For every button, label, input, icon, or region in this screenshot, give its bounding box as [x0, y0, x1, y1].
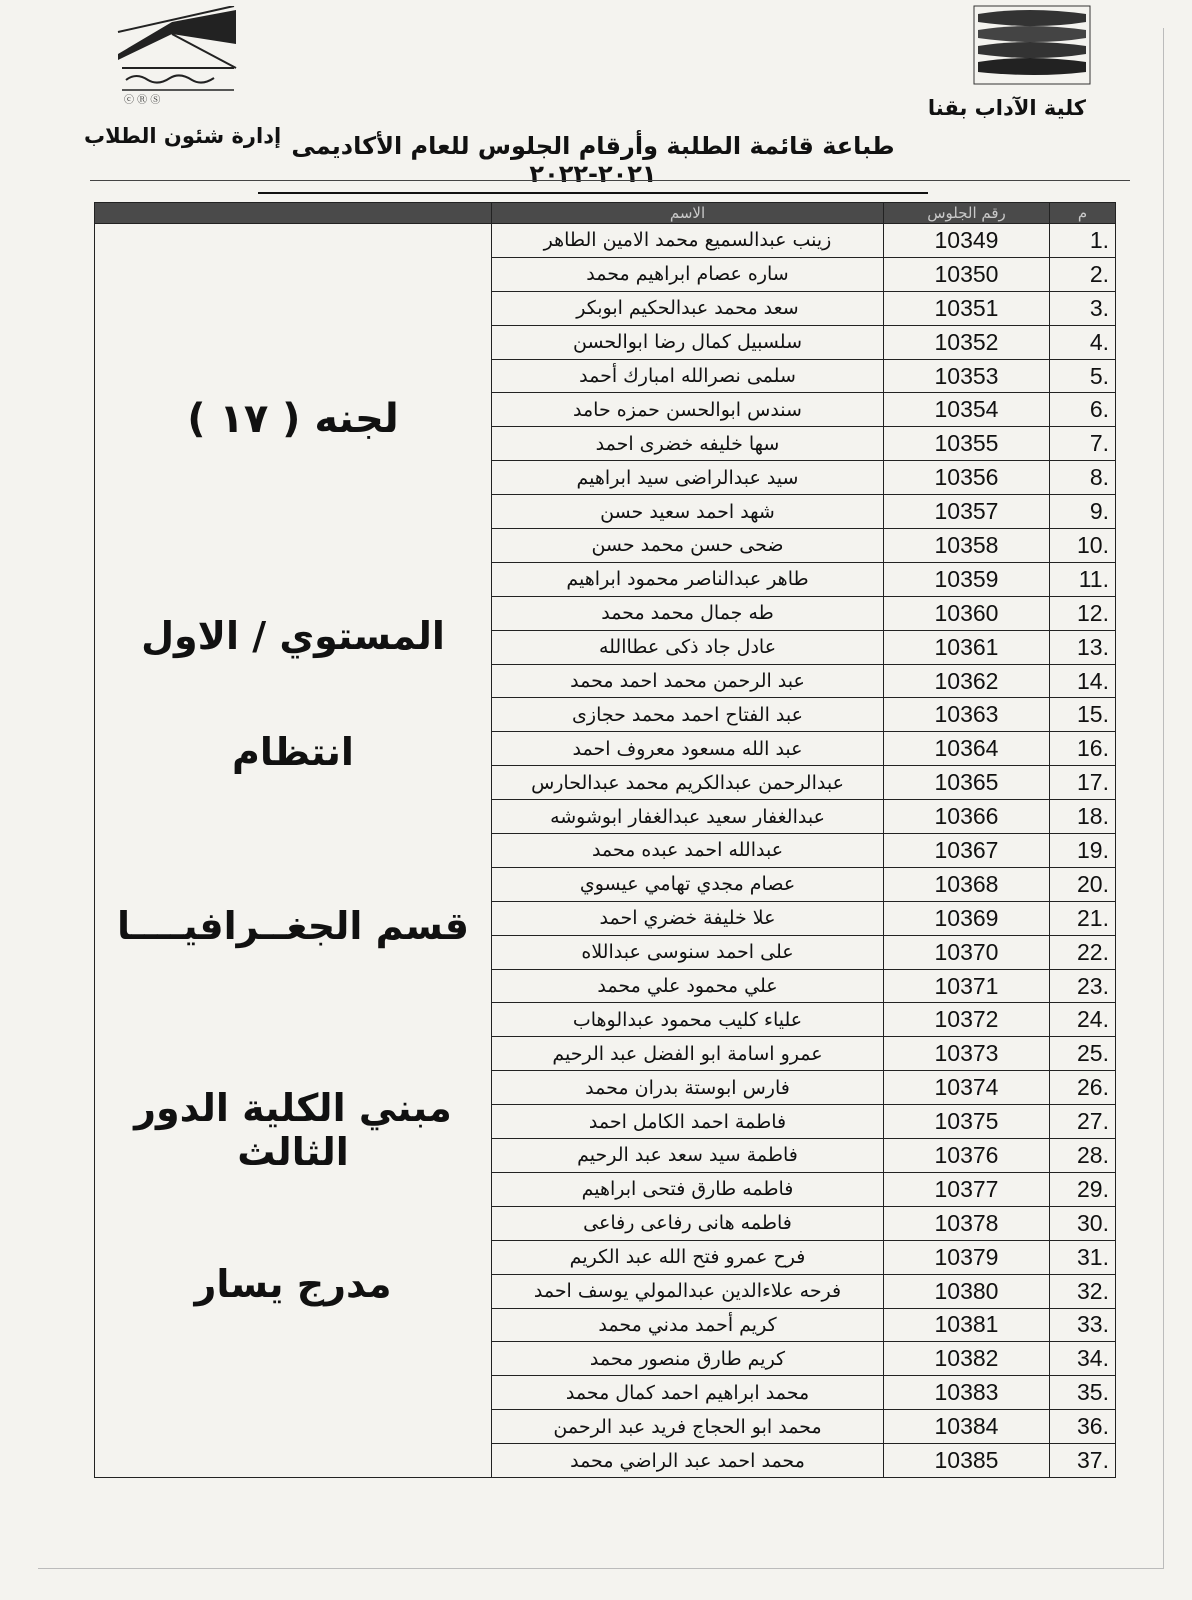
row-index: 29.	[1050, 1172, 1116, 1206]
student-name: محمد ابو الحجاج فريد عبد الرحمن	[492, 1410, 884, 1444]
seat-number: 10384	[884, 1410, 1050, 1444]
seat-number: 10381	[884, 1308, 1050, 1342]
seat-number: 10383	[884, 1376, 1050, 1410]
student-name: فاطمة سيد سعد عبد الرحيم	[492, 1139, 884, 1173]
student-name: عبدالغفار سعيد عبدالغفار ابوشوشه	[492, 800, 884, 834]
student-name: علا خليفة خضري احمد	[492, 901, 884, 935]
row-index: 37.	[1050, 1444, 1116, 1478]
seat-number: 10358	[884, 529, 1050, 563]
row-index: 34.	[1050, 1342, 1116, 1376]
row-index: 12.	[1050, 596, 1116, 630]
students-affairs-logo-icon	[112, 6, 242, 106]
seat-number: 10376	[884, 1139, 1050, 1173]
seat-number: 10382	[884, 1342, 1050, 1376]
seat-number: 10378	[884, 1206, 1050, 1240]
row-index: 15.	[1050, 698, 1116, 732]
row-index: 36.	[1050, 1410, 1116, 1444]
student-name: فاطمة احمد الكامل احمد	[492, 1105, 884, 1139]
seat-number: 10360	[884, 596, 1050, 630]
row-index: 18.	[1050, 800, 1116, 834]
seat-number: 10373	[884, 1037, 1050, 1071]
row-index: 25.	[1050, 1037, 1116, 1071]
row-index: 31.	[1050, 1240, 1116, 1274]
seat-number: 10355	[884, 427, 1050, 461]
enrollment-type: انتظام	[232, 730, 354, 774]
student-name: عادل جاد ذكى عطاالله	[492, 630, 884, 664]
seat-number: 10359	[884, 562, 1050, 596]
student-name: شهد احمد سعيد حسن	[492, 495, 884, 529]
row-index: 32.	[1050, 1274, 1116, 1308]
row-index: 20.	[1050, 867, 1116, 901]
student-name: طه جمال محمد محمد	[492, 596, 884, 630]
seat-number: 10374	[884, 1071, 1050, 1105]
row-index: 14.	[1050, 664, 1116, 698]
seat-number: 10353	[884, 359, 1050, 393]
row-index: 10.	[1050, 529, 1116, 563]
seat-number: 10375	[884, 1105, 1050, 1139]
seat-number: 10350	[884, 257, 1050, 291]
row-index: 5.	[1050, 359, 1116, 393]
student-name: سندس ابوالحسن حمزه حامد	[492, 393, 884, 427]
committee-info-cell	[95, 224, 492, 1478]
student-name: ساره عصام ابراهيم محمد	[492, 257, 884, 291]
student-name: محمد ابراهيم احمد كمال محمد	[492, 1376, 884, 1410]
row-index: 22.	[1050, 935, 1116, 969]
student-name: فارس ابوستة بدران محمد	[492, 1071, 884, 1105]
table-header-row	[95, 203, 1116, 224]
row-index: 11.	[1050, 562, 1116, 596]
seat-number: 10365	[884, 766, 1050, 800]
student-name: عبدالله احمد عبده محمد	[492, 834, 884, 868]
row-index: 2.	[1050, 257, 1116, 291]
seat-number: 10357	[884, 495, 1050, 529]
building-location: مبني الكلية الدور الثالث	[134, 1086, 452, 1174]
row-index: 16.	[1050, 732, 1116, 766]
student-name: سعد محمد عبدالحكيم ابوبكر	[492, 291, 884, 325]
seat-number: 10372	[884, 1003, 1050, 1037]
seat-number: 10367	[884, 834, 1050, 868]
seat-number: 10363	[884, 698, 1050, 732]
info-column-header	[95, 203, 492, 224]
student-name: عمرو اسامة ابو الفضل عبد الرحيم	[492, 1037, 884, 1071]
student-name: عصام مجدي تهامي عيسوي	[492, 867, 884, 901]
student-name: ضحى حسن محمد حسن	[492, 529, 884, 563]
hall-name: مدرج يسار	[194, 1262, 392, 1306]
seat-number: 10369	[884, 901, 1050, 935]
row-index: 19.	[1050, 834, 1116, 868]
student-name: كريم أحمد مدني محمد	[492, 1308, 884, 1342]
row-index: 7.	[1050, 427, 1116, 461]
row-index: 13.	[1050, 630, 1116, 664]
row-index: 21.	[1050, 901, 1116, 935]
row-index: 1.	[1050, 224, 1116, 258]
student-name: على احمد سنوسى عبداللاه	[492, 935, 884, 969]
student-name: عبد الله مسعود معروف احمد	[492, 732, 884, 766]
student-name: فرح عمرو فتح الله عبد الكريم	[492, 1240, 884, 1274]
seat-number: 10377	[884, 1172, 1050, 1206]
seat-number: 10356	[884, 461, 1050, 495]
seat-number: 10352	[884, 325, 1050, 359]
student-name: كريم طارق منصور محمد	[492, 1342, 884, 1376]
seat-number: 10380	[884, 1274, 1050, 1308]
committee-number: لجنه ( ١٧ )	[187, 396, 399, 442]
student-name: سها خليفه خضرى احمد	[492, 427, 884, 461]
seat-number: 10364	[884, 732, 1050, 766]
seat-column-header: رقم الجلوس	[884, 203, 1050, 224]
faculty-name: كلية الآداب بقنا	[927, 96, 1086, 120]
student-name: سيد عبدالراضى سيد ابراهيم	[492, 461, 884, 495]
row-index: 30.	[1050, 1206, 1116, 1240]
seat-number: 10366	[884, 800, 1050, 834]
row-index: 4.	[1050, 325, 1116, 359]
seat-number: 10379	[884, 1240, 1050, 1274]
student-name: سلسبيل كمال رضا ابوالحسن	[492, 325, 884, 359]
student-name: فاطمه طارق فتحى ابراهيم	[492, 1172, 884, 1206]
row-index: 3.	[1050, 291, 1116, 325]
student-name: سلمى نصرالله امبارك أحمد	[492, 359, 884, 393]
row-index: 35.	[1050, 1376, 1116, 1410]
row-index: 33.	[1050, 1308, 1116, 1342]
student-name: فاطمه هانى رفاعى رفاعى	[492, 1206, 884, 1240]
student-name: علياء كليب محمود عبدالوهاب	[492, 1003, 884, 1037]
document-title: طباعة قائمة الطلبة وأرقام الجلوس للعام الأكاديمى ٢٠٢١-٢٠٢٢	[258, 132, 928, 194]
row-index: 24.	[1050, 1003, 1116, 1037]
student-name: عبد الفتاح احمد محمد حجازى	[492, 698, 884, 732]
department-name: إدارة شئون الطلاب	[84, 124, 282, 148]
seat-number: 10385	[884, 1444, 1050, 1478]
student-name: طاهر عبدالناصر محمود ابراهيم	[492, 562, 884, 596]
seat-number: 10351	[884, 291, 1050, 325]
row-index: 28.	[1050, 1139, 1116, 1173]
table-row	[95, 224, 1116, 258]
seat-number: 10349	[884, 224, 1050, 258]
student-name: زينب عبدالسميع محمد الامين الطاهر	[492, 224, 884, 258]
index-column-header: م	[1050, 203, 1116, 224]
row-index: 9.	[1050, 495, 1116, 529]
name-column-header: الاسم	[492, 203, 884, 224]
logo-left-text: ⓒ Ⓡ Ⓢ	[124, 95, 161, 106]
level-label: المستوي / الاول	[141, 614, 445, 658]
seat-number: 10361	[884, 630, 1050, 664]
row-index: 17.	[1050, 766, 1116, 800]
student-name: عبدالرحمن عبدالكريم محمد عبدالحارس	[492, 766, 884, 800]
seat-number: 10362	[884, 664, 1050, 698]
seat-number: 10354	[884, 393, 1050, 427]
row-index: 6.	[1050, 393, 1116, 427]
row-index: 23.	[1050, 969, 1116, 1003]
student-name: محمد احمد عبد الراضي محمد	[492, 1444, 884, 1478]
seat-number: 10371	[884, 969, 1050, 1003]
row-index: 8.	[1050, 461, 1116, 495]
seat-number: 10368	[884, 867, 1050, 901]
title-divider	[90, 180, 1130, 181]
row-index: 26.	[1050, 1071, 1116, 1105]
student-name: علي محمود علي محمد	[492, 969, 884, 1003]
row-index: 27.	[1050, 1105, 1116, 1139]
students-table	[94, 202, 1116, 1478]
faculty-logo-icon	[972, 4, 1092, 86]
student-name: عبد الرحمن محمد احمد محمد	[492, 664, 884, 698]
student-name: فرحه علاءالدين عبدالمولي يوسف احمد	[492, 1274, 884, 1308]
section-name: قسم الجغــرافيــــا	[117, 904, 469, 948]
seat-number: 10370	[884, 935, 1050, 969]
